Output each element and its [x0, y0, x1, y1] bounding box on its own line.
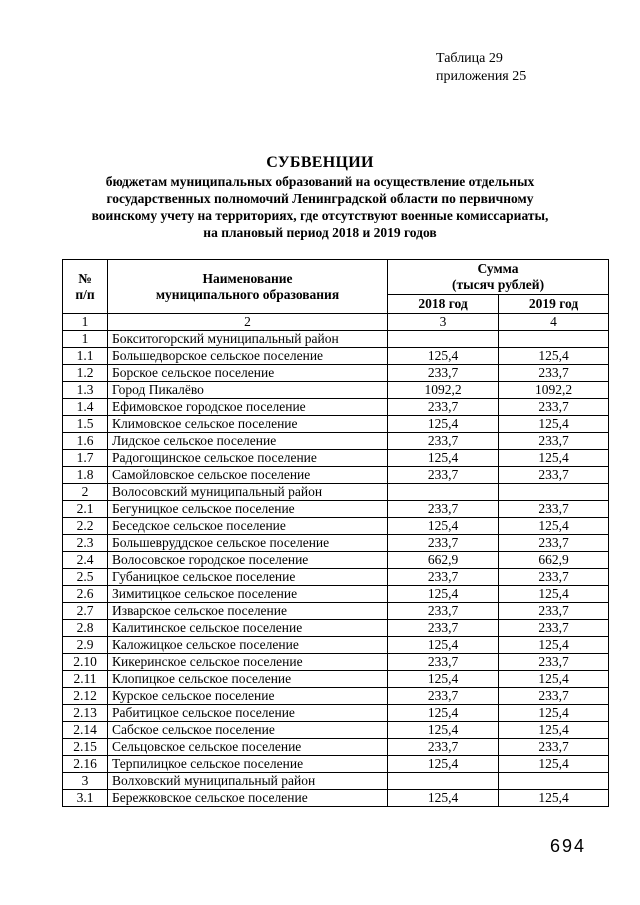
row-municipality-name: Город Пикалёво	[108, 382, 388, 399]
table-row	[63, 620, 609, 637]
row-amount-2018: 233,7	[388, 569, 499, 586]
header-sum-line-2: (тысяч рублей)	[451, 277, 545, 292]
column-number-row	[63, 314, 609, 331]
table-row	[63, 467, 609, 484]
row-municipality-name: Ефимовское городское поселение	[108, 399, 388, 416]
row-amount-2018: 233,7	[388, 739, 499, 756]
row-amount-2019: 125,4	[499, 790, 609, 807]
row-municipality-name: Волховский муниципальный район	[108, 773, 388, 790]
row-municipality-name: Терпилицкое сельское поселение	[108, 756, 388, 773]
row-amount-2018: 125,4	[388, 671, 499, 688]
row-municipality-name: Большевруддское сельское поселение	[108, 535, 388, 552]
table-row	[63, 722, 609, 739]
title-line-1: бюджетам муниципальных образований на осуществление отдельных	[105, 174, 535, 189]
column-number-3: 3	[388, 314, 499, 331]
row-number: 1.1	[63, 348, 108, 365]
table-row	[63, 773, 609, 790]
row-number: 2.16	[63, 756, 108, 773]
table-row	[63, 501, 609, 518]
row-amount-2019: 125,4	[499, 671, 609, 688]
row-amount-2019: 233,7	[499, 620, 609, 637]
row-municipality-name: Волосовское городское поселение	[108, 552, 388, 569]
title-line-2: государственных полномочий Ленинградской области по первичному	[106, 191, 534, 206]
table-row	[63, 790, 609, 807]
header-year-2018: 2018 год	[388, 295, 499, 314]
row-number: 2.3	[63, 535, 108, 552]
row-amount-2018: 1092,2	[388, 382, 499, 399]
table-row	[63, 416, 609, 433]
row-number: 2.7	[63, 603, 108, 620]
subventions-table	[62, 259, 609, 807]
document-title	[60, 153, 580, 241]
row-amount-2018: 233,7	[388, 603, 499, 620]
row-amount-2019: 233,7	[499, 433, 609, 450]
table-row	[63, 484, 609, 501]
row-municipality-name: Большедворское сельское поселение	[108, 348, 388, 365]
row-number: 3.1	[63, 790, 108, 807]
row-amount-2019: 233,7	[499, 654, 609, 671]
row-amount-2019: 233,7	[499, 688, 609, 705]
table-row	[63, 331, 609, 348]
row-amount-2018: 125,4	[388, 637, 499, 654]
row-municipality-name: Калитинское сельское поселение	[108, 620, 388, 637]
table-row	[63, 535, 609, 552]
title-line-3: воинскому учету на территориях, где отсутствуют военные комиссариаты,	[91, 208, 549, 223]
row-amount-2019: 125,4	[499, 586, 609, 603]
row-amount-2018: 233,7	[388, 501, 499, 518]
column-number-4: 4	[499, 314, 609, 331]
header-sum-line-1: Сумма	[477, 261, 519, 276]
row-municipality-name: Курское сельское поселение	[108, 688, 388, 705]
table-row	[63, 603, 609, 620]
table-row	[63, 637, 609, 654]
row-amount-2019: 125,4	[499, 756, 609, 773]
header-number	[63, 260, 108, 314]
table-row	[63, 671, 609, 688]
row-municipality-name: Лидское сельское поселение	[108, 433, 388, 450]
table-row	[63, 518, 609, 535]
row-amount-2019: 233,7	[499, 365, 609, 382]
table-row	[63, 739, 609, 756]
row-municipality-name: Борское сельское поселение	[108, 365, 388, 382]
row-amount-2019: 125,4	[499, 637, 609, 654]
row-amount-2018: 233,7	[388, 365, 499, 382]
row-amount-2018: 125,4	[388, 450, 499, 467]
row-number: 2.1	[63, 501, 108, 518]
row-municipality-name: Самойловское сельское поселение	[108, 467, 388, 484]
row-amount-2019	[499, 331, 609, 348]
row-municipality-name: Бережковское сельское поселение	[108, 790, 388, 807]
row-municipality-name: Бокситогорский муниципальный район	[108, 331, 388, 348]
row-municipality-name: Сабское сельское поселение	[108, 722, 388, 739]
table-row	[63, 365, 609, 382]
row-municipality-name: Каложицкое сельское поселение	[108, 637, 388, 654]
table-row	[63, 705, 609, 722]
header-year-2019: 2019 год	[499, 295, 609, 314]
row-amount-2019: 233,7	[499, 739, 609, 756]
row-number: 2.6	[63, 586, 108, 603]
row-amount-2019: 233,7	[499, 467, 609, 484]
row-municipality-name: Изварское сельское поселение	[108, 603, 388, 620]
row-number: 2.2	[63, 518, 108, 535]
header-name-line-2: муниципального образования	[155, 286, 340, 302]
row-number: 2.5	[63, 569, 108, 586]
row-amount-2019: 233,7	[499, 399, 609, 416]
row-number: 2.9	[63, 637, 108, 654]
row-amount-2019: 233,7	[499, 501, 609, 518]
page-number: 694	[550, 836, 587, 856]
row-amount-2019: 233,7	[499, 603, 609, 620]
column-number-2: 2	[108, 314, 388, 331]
row-number: 2.15	[63, 739, 108, 756]
row-amount-2018	[388, 773, 499, 790]
row-amount-2019	[499, 484, 609, 501]
row-municipality-name: Рабитицкое сельское поселение	[108, 705, 388, 722]
row-number: 2.11	[63, 671, 108, 688]
row-amount-2018	[388, 331, 499, 348]
row-number: 1.4	[63, 399, 108, 416]
header-name	[108, 260, 388, 314]
table-row	[63, 569, 609, 586]
title-line-4: на плановый период 2018 и 2019 годов	[203, 225, 437, 240]
row-amount-2018: 125,4	[388, 348, 499, 365]
row-amount-2018: 233,7	[388, 535, 499, 552]
row-number: 2	[63, 484, 108, 501]
row-amount-2018: 125,4	[388, 756, 499, 773]
row-amount-2019: 1092,2	[499, 382, 609, 399]
row-municipality-name: Климовское сельское поселение	[108, 416, 388, 433]
row-amount-2018: 125,4	[388, 722, 499, 739]
row-amount-2018: 662,9	[388, 552, 499, 569]
row-amount-2018: 233,7	[388, 399, 499, 416]
row-amount-2018: 125,4	[388, 705, 499, 722]
row-municipality-name: Волосовский муниципальный район	[108, 484, 388, 501]
table-row	[63, 654, 609, 671]
row-municipality-name: Губаницкое сельское поселение	[108, 569, 388, 586]
table-row	[63, 450, 609, 467]
row-number: 2.13	[63, 705, 108, 722]
row-amount-2018: 125,4	[388, 416, 499, 433]
row-number: 3	[63, 773, 108, 790]
row-number: 1.5	[63, 416, 108, 433]
row-amount-2018: 125,4	[388, 790, 499, 807]
row-amount-2018: 125,4	[388, 586, 499, 603]
title-main: СУБВЕНЦИИ	[266, 154, 374, 171]
header-number-line-1: №	[78, 270, 92, 286]
row-amount-2018	[388, 484, 499, 501]
row-municipality-name: Сельцовское сельское поселение	[108, 739, 388, 756]
row-number: 2.12	[63, 688, 108, 705]
row-amount-2019: 125,4	[499, 705, 609, 722]
row-number: 2.8	[63, 620, 108, 637]
row-amount-2018: 233,7	[388, 654, 499, 671]
row-municipality-name: Беседское сельское поселение	[108, 518, 388, 535]
row-number: 1	[63, 331, 108, 348]
row-amount-2018: 233,7	[388, 620, 499, 637]
row-municipality-name: Бегуницкое сельское поселение	[108, 501, 388, 518]
row-amount-2018: 233,7	[388, 433, 499, 450]
table-row	[63, 382, 609, 399]
row-amount-2019	[499, 773, 609, 790]
header-sum	[388, 260, 609, 295]
row-amount-2019: 233,7	[499, 569, 609, 586]
row-amount-2018: 233,7	[388, 467, 499, 484]
column-number-1: 1	[63, 314, 108, 331]
row-amount-2018: 125,4	[388, 518, 499, 535]
row-number: 1.8	[63, 467, 108, 484]
table-row	[63, 433, 609, 450]
header-number-line-2: п/п	[75, 286, 95, 302]
appendix-reference	[436, 50, 526, 86]
row-number: 1.2	[63, 365, 108, 382]
row-amount-2018: 233,7	[388, 688, 499, 705]
row-number: 1.7	[63, 450, 108, 467]
header-name-line-1: Наименование	[202, 270, 293, 286]
table-row	[63, 756, 609, 773]
row-amount-2019: 662,9	[499, 552, 609, 569]
appendix-annex-label: приложения 25	[436, 69, 527, 84]
row-number: 2.14	[63, 722, 108, 739]
row-number: 1.3	[63, 382, 108, 399]
row-amount-2019: 233,7	[499, 535, 609, 552]
row-amount-2019: 125,4	[499, 416, 609, 433]
row-number: 2.10	[63, 654, 108, 671]
row-number: 1.6	[63, 433, 108, 450]
appendix-table-label: Таблица 29	[436, 51, 503, 66]
row-municipality-name: Клопицкое сельское поселение	[108, 671, 388, 688]
row-municipality-name: Радогощинское сельское поселение	[108, 450, 388, 467]
row-amount-2019: 125,4	[499, 348, 609, 365]
table-row	[63, 399, 609, 416]
row-amount-2019: 125,4	[499, 518, 609, 535]
row-municipality-name: Зимитицкое сельское поселение	[108, 586, 388, 603]
row-amount-2019: 125,4	[499, 450, 609, 467]
row-number: 2.4	[63, 552, 108, 569]
table-row	[63, 348, 609, 365]
table-row	[63, 552, 609, 569]
row-amount-2019: 125,4	[499, 722, 609, 739]
row-municipality-name: Кикеринское сельское поселение	[108, 654, 388, 671]
table-row	[63, 586, 609, 603]
table-row	[63, 688, 609, 705]
